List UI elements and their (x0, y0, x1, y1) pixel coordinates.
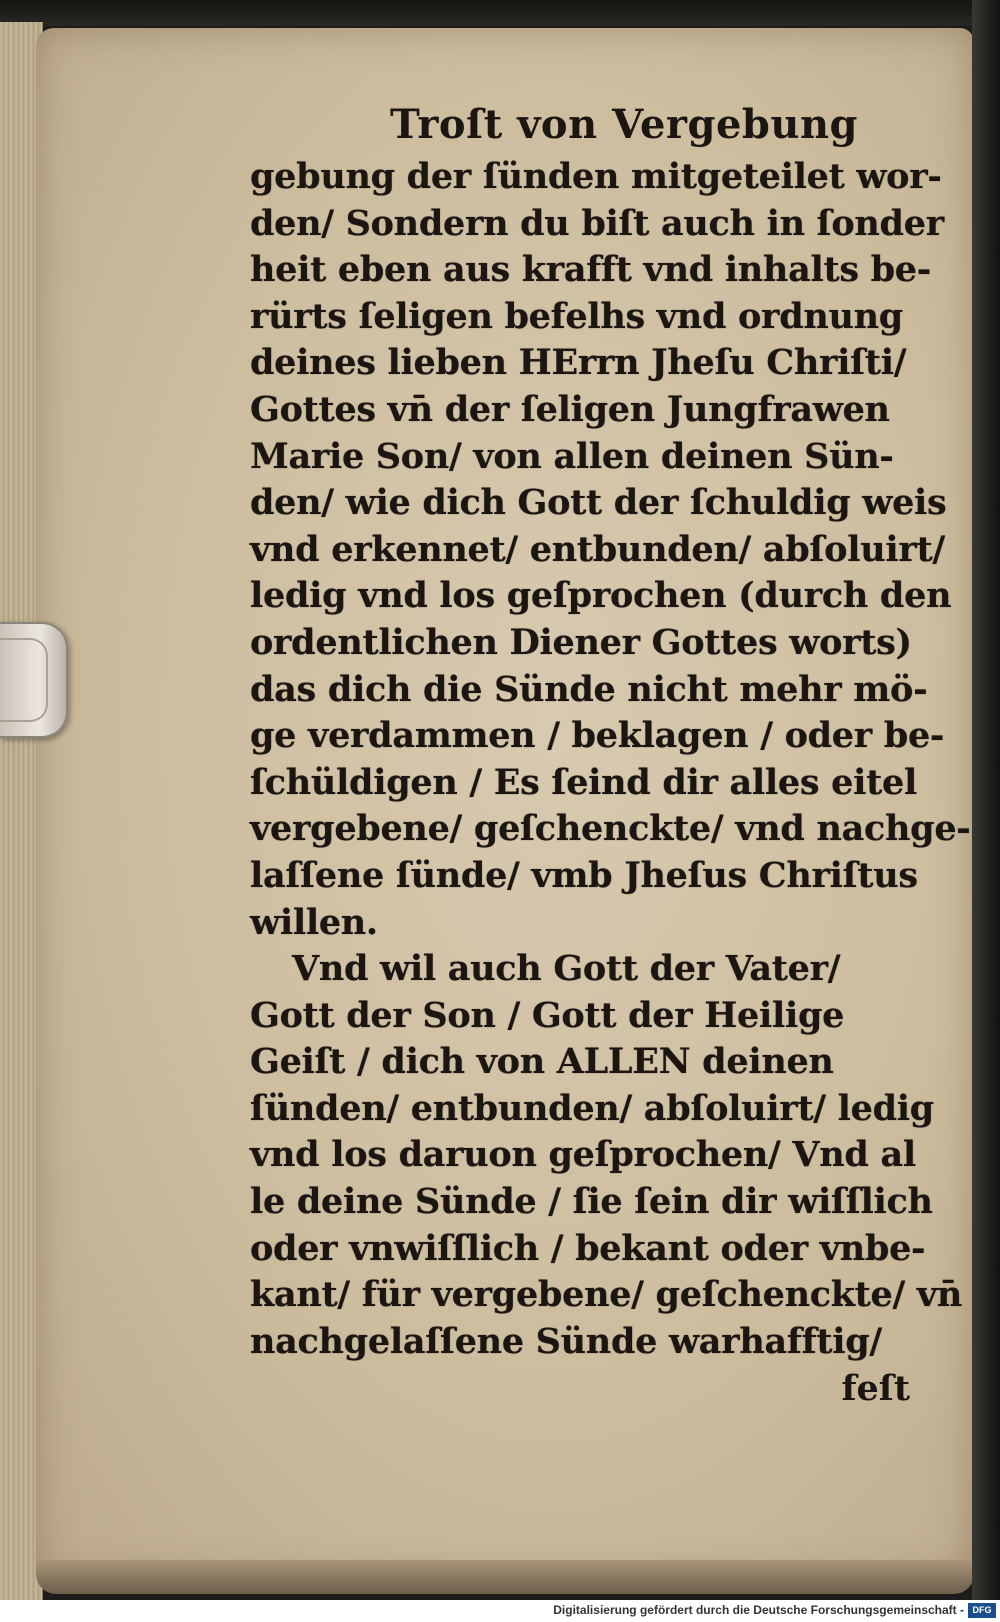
text-line: gebung der ſünden mitgeteilet wor- (250, 156, 942, 197)
text-line: ſünden/ entbunden/ abſoluirt/ ledig (250, 1087, 934, 1129)
text-line: Geiſt / dich von ALLEN deinen (250, 1041, 834, 1083)
text-line: deines lieben HErrn Jheſu Chriſti/ (250, 342, 907, 384)
text-line: heit eben aus krafft vnd inhalts be- (250, 249, 931, 291)
text-line: das dich die Sünde nicht mehr mö- (250, 668, 928, 710)
text-line: Gottes vn̄ der ſeligen Jungfrawen (250, 388, 890, 430)
catchword: feſt (841, 1368, 910, 1410)
footer-credit: Digitalisierung gefördert durch die Deutsche Forschungsgemeinschaft - (553, 1603, 964, 1617)
text-line: ge verdammen / beklagen / oder be- (250, 715, 945, 757)
scan-top-edge (0, 0, 1000, 26)
text-lines (250, 154, 971, 1365)
text-line: vnd erkennet/ entbunden/ abſoluirt/ (250, 528, 945, 570)
text-line: Vnd wil auch Gott der Vater/ (292, 948, 841, 990)
paper-bottom-edge (36, 1560, 974, 1594)
text-line: nachgelaſſene Sünde warhafftig/ (250, 1320, 882, 1362)
text-line: rürts ſeligen befelhs vnd ordnung (250, 295, 903, 337)
text-line: ſchüldigen / Es ſeind dir alles eitel (250, 761, 917, 803)
text-block (250, 96, 971, 1413)
text-line: oder vnwiſſlich / bekant oder vnbe- (250, 1227, 926, 1269)
text-line: Marie Son/ von allen deinen Sün- (250, 435, 894, 477)
dfg-logo: DFG (968, 1603, 996, 1618)
text-line: ledig vnd los geſprochen (durch den (250, 575, 952, 617)
text-line: den/ Sondern du biſt auch in ſonder (250, 202, 944, 244)
text-line: laſſene ſünde/ vmb Jheſus Chriſtus (250, 854, 918, 896)
text-line: willen. (250, 901, 378, 943)
text-line: le deine Sünde / ſie ſein dir wiſſlich (250, 1181, 933, 1223)
text-line: ordentlichen Diener Gottes worts) (250, 621, 912, 663)
book-cover-edge (972, 0, 1000, 1600)
text-line: vnd los daruon geſprochen/ Vnd al (250, 1134, 916, 1176)
footer-bar (0, 1600, 1000, 1622)
book-clasp (0, 622, 68, 738)
running-head: Troſt von Vergebung (389, 101, 859, 148)
text-line: Gott der Son / Gott der Heilige (250, 994, 845, 1036)
text-line: vergebene/ geſchenckte/ vnd nachge- (250, 808, 971, 850)
text-line: den/ wie dich Gott der ſchuldig weis (250, 482, 947, 524)
text-line: kant/ für vergebene/ geſchenckte/ vn̄ (250, 1274, 963, 1316)
